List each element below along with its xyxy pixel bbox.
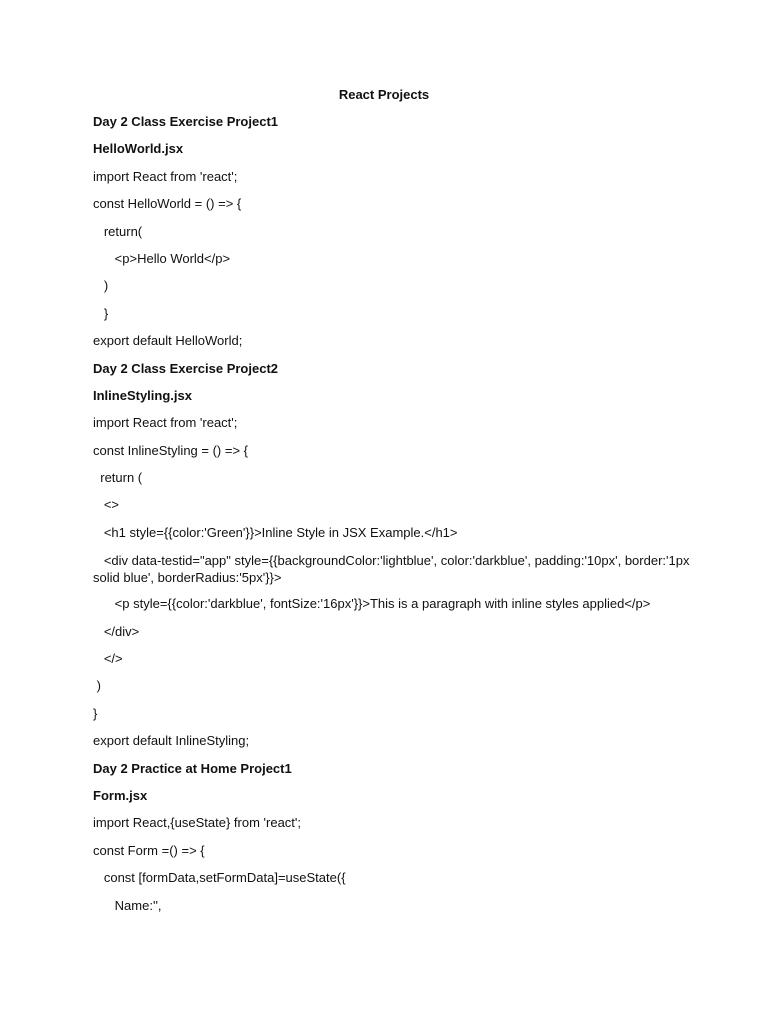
code-line: const [formData,setFormData]=useState({: [93, 870, 346, 886]
code-line: </>: [93, 651, 123, 667]
code-line: <p style={{color:'darkblue', fontSize:'16px'}}>This is a paragraph with inline styles applied</p>: [93, 596, 651, 612]
section-heading: HelloWorld.jsx: [93, 141, 184, 157]
code-line: <h1 style={{color:'Green'}}>Inline Style in JSX Example.</h1>: [93, 524, 458, 540]
code-line: }: [93, 305, 109, 321]
section-heading: Day 2 Practice at Home Project1: [93, 760, 292, 776]
code-line: const InlineStyling = () => {: [93, 442, 249, 458]
code-line: import React,{useState} from 'react';: [93, 815, 301, 831]
code-line: return (: [93, 470, 143, 486]
code-line: return(: [93, 223, 143, 239]
page-title: React Projects: [338, 87, 430, 102]
document-body: [93, 114, 693, 925]
code-line: const HelloWorld = () => {: [93, 196, 242, 212]
code-line: <p>Hello World</p>: [93, 250, 231, 266]
code-line: export default HelloWorld;: [93, 333, 243, 349]
code-line: }: [93, 705, 98, 721]
code-line: <div data-testid="app" style={{backgroundColor:'lightblue', color:'darkblue', padding:'10px', border:'1px solid blue', borderRadius:'5px'}}>: [93, 553, 694, 586]
code-line: const Form =() => {: [93, 842, 205, 858]
code-line: import React from 'react';: [93, 415, 238, 431]
code-line: Name:'',: [93, 897, 162, 913]
code-line: ): [93, 278, 109, 294]
section-heading: Form.jsx: [93, 787, 148, 803]
code-line: ): [93, 678, 101, 694]
section-heading: InlineStyling.jsx: [93, 387, 192, 403]
code-line: import React from 'react';: [93, 168, 238, 184]
code-line: </div>: [93, 623, 140, 639]
code-line: <>: [93, 497, 120, 513]
section-heading: Day 2 Class Exercise Project1: [93, 114, 279, 129]
code-line: export default InlineStyling;: [93, 733, 250, 749]
section-heading: Day 2 Class Exercise Project2: [93, 360, 279, 376]
